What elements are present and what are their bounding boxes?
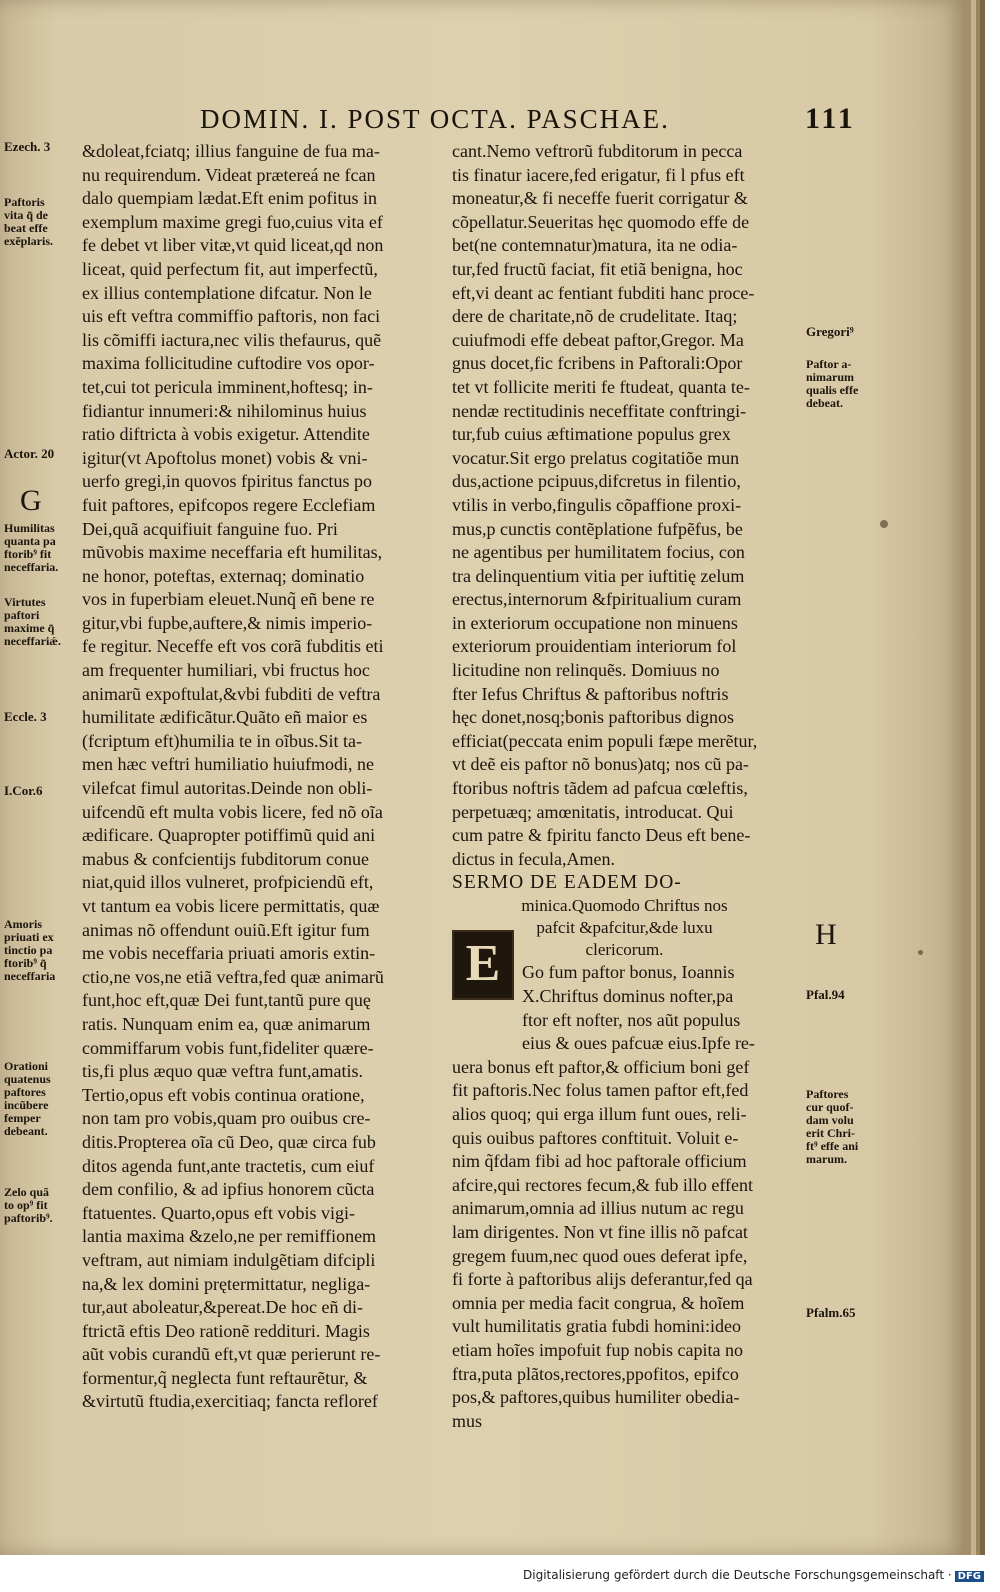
folio-number: 111 <box>805 102 856 135</box>
text-line: dem confilio, & ad ipfius honorem cũcta <box>82 1179 375 1200</box>
text-line: lam dirigentes. Non vt fine illis nõ pafcat <box>452 1221 748 1242</box>
text-line: ftor eft nofter, nos aũt populus <box>522 1009 741 1030</box>
text-line: fe debet vt liber vitæ,vt quid liceat,qd non <box>82 235 384 256</box>
text-line: (fcriptum eft)humilia te in oĩbus.Sit ta- <box>82 730 362 751</box>
text-line: nendæ rectitudinis neceffitate conftringi- <box>452 400 747 421</box>
text-line: vult humilitatis gratia fubdi homini:ideo <box>452 1316 741 1337</box>
text-line: niat,quid illos vulneret, profpiciendũ eft, <box>82 872 374 893</box>
text-line: dalo quempiam lædat.Eft enim pofitus in <box>82 188 377 209</box>
dfg-logo: DFG <box>955 1571 984 1582</box>
text-line: ædificare. Quapropter potiffimũ quid ani <box>82 825 376 846</box>
text-line: fuit paftores, epifcopos regere Ecclefiam <box>82 494 376 515</box>
text-line: omnia per media facit congrua, & hoĩem <box>452 1292 745 1313</box>
decorated-initial-letter: E <box>465 935 501 992</box>
text-line: funt,hoc eft,quæ Dei funt,tantũ pure quę <box>82 990 371 1011</box>
margin-note-virtutes: Virtutes paftori maxime q̃ neceffariǽ. <box>4 595 61 648</box>
section-letter-g: G <box>20 484 42 517</box>
margin-note-orationi: Orationi quatenus paftores incũbere femper debeant. <box>4 1059 51 1138</box>
text-line: men hæc veftri humiliatio huiufmodi, ne <box>82 754 374 775</box>
text-line: ftatuentes. Quarto,opus eft vobis vigi- <box>82 1202 355 1223</box>
sermon-subtitle-line: minica.Quomodo Chriftus nos <box>521 896 728 916</box>
text-line: formentur,q̃ neglecta funt reftaurẽtur, & <box>82 1367 368 1388</box>
text-line: non tam pro vobis,quam pro ouibus cre- <box>82 1108 371 1129</box>
text-line: tur,fed fructũ faciat, fit etiã benigna, hoc <box>452 258 743 279</box>
text-line: bet(ne contemnatur)matura, ita ne odia- <box>452 235 738 256</box>
text-line: fit paftoris.Nec folus tamen paftor eft,fed <box>452 1080 749 1101</box>
text-line: alios quoq; qui erga illum funt oues, reli- <box>452 1103 747 1124</box>
text-line: ftrictã eftis Deo rationẽ reddituri. Magis <box>82 1320 370 1341</box>
text-line: ne honor, poteftas, externaq; dominatio <box>82 565 365 586</box>
text-line: cõpellatur.Seueritas hęc quomodo effe de <box>452 211 750 232</box>
text-line: fi forte à paftoribus alijs deferantur,fed qa <box>452 1269 753 1290</box>
text-line: hęc donet,nosq;bonis paftoribus dignos <box>452 707 734 728</box>
text-line: tet vt follicite meriti fe ftudeat, quanta te- <box>452 376 750 397</box>
text-line: &virtutũ ftudia,exercitiaq; fancta refloref <box>82 1391 378 1412</box>
text-line: tur,fub cuius æftimatione populus grex <box>452 424 731 445</box>
text-line: igitur(vt Apoftolus monet) vobis & vni- <box>82 447 368 468</box>
text-line: dictus in fecula,Amen. <box>452 848 615 869</box>
text-line: veftram, aut nimiam indulgẽtiam difcipli <box>82 1249 376 1270</box>
right-column-bottom-text <box>452 961 797 1433</box>
page-edge <box>980 0 985 1555</box>
text-line: tis,fi plus æquo quæ veftra funt,amatis. <box>82 1061 363 1082</box>
sermon-title: SERMO DE EADEM DO- <box>452 872 682 894</box>
text-line: ftra,puta plãtos,rectores,ppofitos, epifco <box>452 1363 739 1384</box>
digitization-credit: Digitalisierung gefördert durch die Deutsche Forschungsgemeinschaft · DFG <box>523 1568 984 1582</box>
text-line: ne agentibus per humilitatem focius, con <box>452 542 745 563</box>
text-line: cant.Nemo veftrorũ fubditorum in pecca <box>452 141 743 161</box>
margin-note-eccle: Eccle. 3 <box>4 709 47 724</box>
right-text-column <box>452 140 797 1433</box>
text-line: vos in fuperbiam eleuet.Nunq̃ eñ bene re <box>82 589 375 610</box>
text-line: ditos agenda funt,ante tractetis, cum eiuf <box>82 1155 375 1176</box>
text-line: nu requirendum. Videat prætereá ne fcan <box>82 164 376 185</box>
text-line: ex illius contemplatione difcatur. Non le <box>82 282 372 303</box>
left-text-column <box>82 140 427 1414</box>
text-line: cuiufmodi effe debeat paftor,Gregor. Ma <box>452 329 744 350</box>
margin-note-cor: I.Cor.6 <box>4 783 43 798</box>
text-line: commiffarum vobis funt,fideliter quære- <box>82 1037 374 1058</box>
margin-note-psalm65: Pfalm.65 <box>806 1305 856 1320</box>
text-line: animarum,omnia ad illius nutum ac regu <box>452 1198 744 1219</box>
margin-note-zelo: Zelo quã to op⁹ fit paftorib⁹. <box>4 1185 53 1225</box>
text-line: eius & oues pafcuæ eius.Ipfe re- <box>522 1033 755 1054</box>
text-line: mus <box>452 1410 483 1431</box>
sermon-subtitle-line: pafcit &pafcitur,&de luxu <box>536 918 713 938</box>
text-line: lantia maxima &zelo,ne per remiffionem <box>82 1226 377 1247</box>
text-line: mus,p cunctis contẽplatione fufpẽfus, be <box>452 518 743 539</box>
text-line: tra delinquentium vitia per iuftitię zelum <box>452 565 745 586</box>
text-line: humilitate ædificãtur.Quãto eñ maior es <box>82 707 368 728</box>
margin-note-actor: Actor. 20 <box>4 446 55 461</box>
text-line: Go fum paftor bonus, Ioannis <box>522 962 735 983</box>
text-line: efficiat(peccata enim populi fæpe merẽtur, <box>452 730 758 751</box>
text-line: licitudine non relinquẽs. Domiuus no <box>452 660 720 681</box>
text-line: quis ouibus paftores conftituit. Voluit e- <box>452 1127 739 1148</box>
text-line: Tertio,opus eft vobis continua oratione, <box>82 1084 365 1105</box>
text-line: ratis. Nunquam enim ea, quæ animarum <box>82 1013 371 1034</box>
text-line: etiam hoĩes impofuit fup nobis capita no <box>452 1339 743 1360</box>
text-line: fter Iefus Chriftus & paftoribus noftris <box>452 683 729 704</box>
text-line: aũt vobis curandũ eft,vt quæ perierunt re- <box>82 1344 381 1365</box>
text-line: animas nõ offendunt ouiũ.Eft igitur fum <box>82 919 370 940</box>
text-line: liceat, quid perfectum fit, aut imperfectũ, <box>82 258 378 279</box>
text-line: Dei,quã acquifiuit fanguine fuo. Pri <box>82 518 338 539</box>
text-line: ctio,ne vos,ne etiã veftra,fed quæ animarũ <box>82 966 384 987</box>
text-line: eft,vi deant ac fentiant fubditi hanc proce- <box>452 282 755 303</box>
text-line: maxima follicitudine cuftodire vos opor- <box>82 353 375 374</box>
text-line: vtilis in verbo,fingulis cõpaffione proxi- <box>452 494 742 515</box>
sermon-subtitle-line: clericorum. <box>585 940 664 960</box>
text-line: exemplum maxime gregi fuo,cuius vita ef <box>82 211 383 232</box>
text-line: X.Chriftus dominus nofter,pa <box>522 986 734 1006</box>
text-line: vocatur.Sit ergo prelatus cogitatiõe mun <box>452 447 740 468</box>
running-head: DOMIN. I. POST OCTA. PASCHAE. <box>200 104 670 134</box>
margin-note-pastoris: Paftoris vita q̃ de beat effe exẽplaris. <box>4 195 53 248</box>
text-line: ftoribus noftris tãdem ad pafcua cœleftis, <box>452 778 748 799</box>
text-line: fidiantur innumeri:& nihilominus huius <box>82 400 367 421</box>
text-line: afcire,qui rectores fecum,& fub illo effent <box>452 1174 754 1195</box>
ink-spot <box>880 520 888 528</box>
text-line: in exteriorum occupatione non minuens <box>452 612 738 633</box>
text-line: pos,& paftores,quibus humiliter obedia- <box>452 1387 740 1408</box>
text-line: lis cõmiffi iactura,nec vilis thefaurus, quẽ <box>82 329 382 350</box>
text-line: gnus docet,fic fcribens in Paftorali:Opor <box>452 353 743 374</box>
margin-note-ezech: Ezech. 3 <box>4 139 51 154</box>
text-line: gregem fuum,nec quod oues deferat ipfe, <box>452 1245 748 1266</box>
decorated-initial <box>452 930 514 1000</box>
text-line: dere de charitate,nõ de crudelitate. Itaq; <box>452 306 738 327</box>
text-line: moneatur,& fi neceffe fuerit corrigatur & <box>452 188 748 209</box>
text-line: tis finatur iacere,fed erigatur, fi l pfus eft <box>452 164 745 185</box>
text-line: uera bonus eft paftor,& officium boni gef <box>452 1056 750 1077</box>
text-line: mabus & confcientijs fubditorum conue <box>82 848 369 869</box>
text-line: &doleat,fciatq; illius fanguine de fua ma- <box>82 141 380 161</box>
text-line: uifcendũ eft multa vobis licere, fed nõ oĩa <box>82 801 383 822</box>
text-line: cum patre & fpiritu fancto Deus eft bene- <box>452 825 751 846</box>
text-line: vt deẽ eis paftor nõ bonus)atq; nos cũ pa- <box>452 754 749 775</box>
text-line: nim q̃fdam fibi ad hoc paftorale officium <box>452 1151 747 1172</box>
text-line: ratio diftricta à vobis exigetur. Attendite <box>82 424 370 445</box>
text-line: uerfo gregi,in quovos fpiritus fanctus po <box>82 471 372 492</box>
margin-note-pastor: Paftor a- nimarum qualis effe debeat. <box>806 357 859 410</box>
text-line: fe regitur. Neceffe eft vos corã fubditis eti <box>82 636 384 657</box>
margin-note-gregor: Gregori⁹ <box>806 324 854 339</box>
text-line: na,& lex domini prętermittatur, negliga- <box>82 1273 371 1294</box>
margin-note-pastores: Paftores cur quof- dam volu erit Chri- ft⁹ effe ani marum. <box>806 1087 859 1166</box>
text-line: ditis.Propterea oĩa cũ Deo, quæ circa fub <box>82 1131 376 1152</box>
margin-note-amoris: Amoris priuati ex tinctio pa ftorib⁹ q̃ neceffaria <box>4 917 56 983</box>
text-line: tur,aut aboleatur,&pereat.De hoc eñ di- <box>82 1297 363 1318</box>
ink-spot <box>918 950 923 955</box>
text-line: am frequenter humiliari, vbi fructus hoc <box>82 660 370 681</box>
text-line: vilefcat fimul autoritas.Deinde non obli- <box>82 778 373 799</box>
text-line: dus,actione pcipuus,difcretus in filentio, <box>452 471 741 492</box>
text-line: perpetuæq; amœnitatis, introducat. Qui <box>452 801 734 822</box>
text-line: vt tantum ea vobis licere permittatis, quæ <box>82 896 380 916</box>
right-column-top-text <box>452 140 797 871</box>
text-line: uis eft veftra commiffio paftoris, non faci <box>82 306 381 327</box>
margin-note-humilitas: Humilitas quanta pa ftorib⁹ fit neceffaria. <box>4 521 59 574</box>
section-letter-h: H <box>815 918 837 951</box>
text-line: mũvobis maxime neceffaria eft humilitas, <box>82 542 383 563</box>
text-line: gitur,vbi fupbe,auftere,& nimis imperio- <box>82 612 373 633</box>
text-line: exteriorum prouidentiam interiorum fol <box>452 636 737 657</box>
text-line: animarũ expoftulat,&vbi fubditi de veftra <box>82 683 381 704</box>
margin-note-psal94: Pfal.94 <box>806 987 845 1002</box>
text-line: erectus,internorum &fpiritualium curam <box>452 589 742 610</box>
text-line: tet,cui tot pericula imminent,hoftesq; in- <box>82 376 373 397</box>
text-line: me vobis neceffaria priuati amoris extin- <box>82 943 376 964</box>
